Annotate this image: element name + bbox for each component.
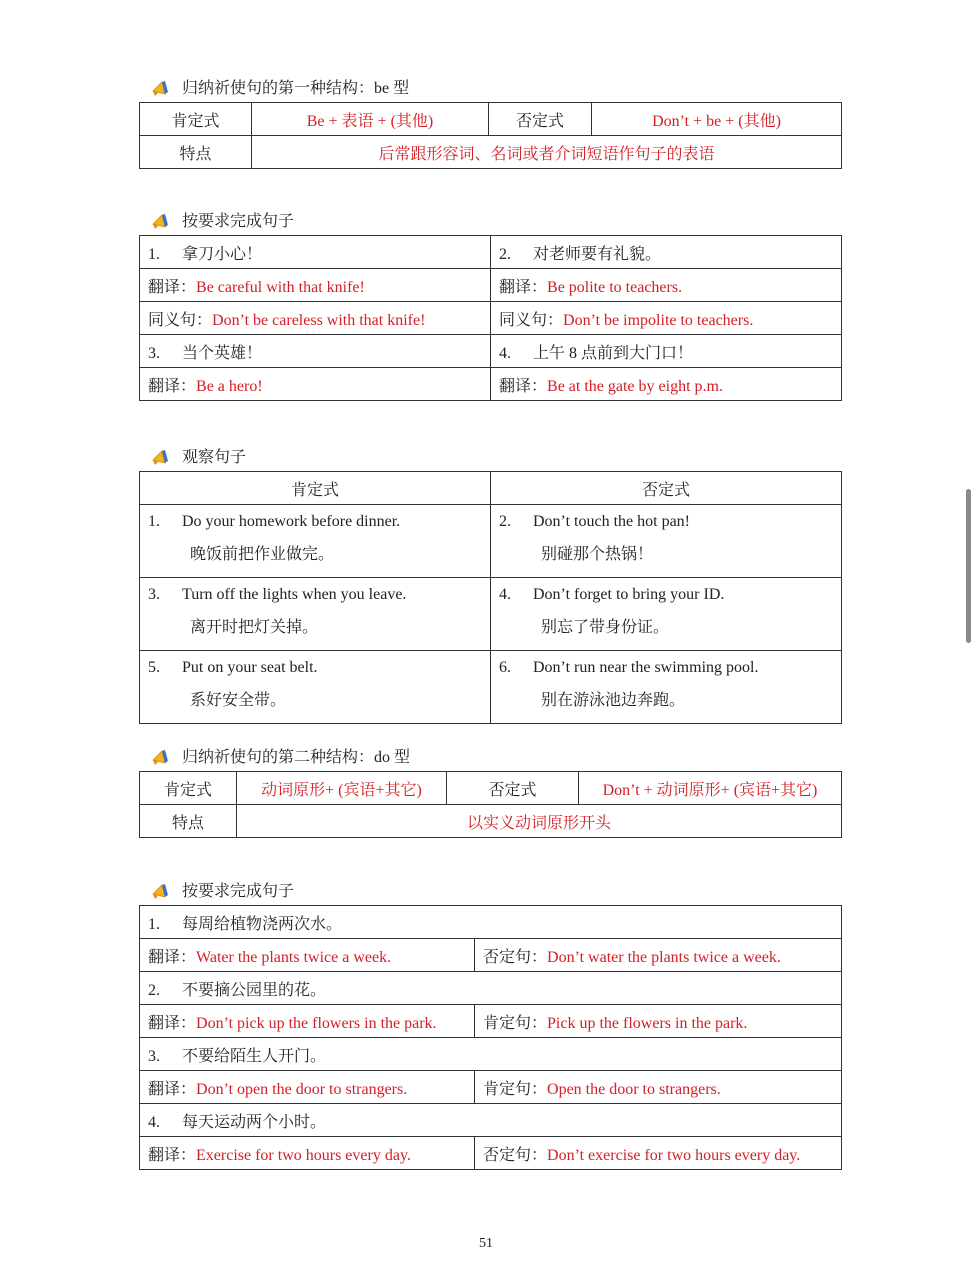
megaphone-icon [149, 445, 173, 469]
negative-value: Don’t + 动词原形+ (宾语+其它) [579, 772, 842, 805]
observe-table [139, 471, 842, 724]
affirmative-value: 动词原形+ (宾语+其它) [237, 772, 447, 805]
question: 2. 不要摘公园里的花。 [140, 972, 842, 1005]
question: 2. 对老师要有礼貌。 [491, 236, 842, 269]
header-affirmative: 肯定式 [140, 472, 491, 505]
section-title: 观察句子 [139, 445, 841, 471]
section-title: 归纳祈使句的第二种结构：do 型 [139, 745, 841, 771]
synonym: 同义句：Don’t be impolite to teachers. [491, 302, 842, 335]
transformation: 否定句：Don’t water the plants twice a week. [475, 939, 842, 972]
section-exercise-2 [139, 879, 841, 1170]
section-do-structure [139, 745, 841, 838]
question: 3. 不要给陌生人开门。 [140, 1038, 842, 1071]
section-title: 按要求完成句子 [139, 209, 841, 235]
page-number: 51 [479, 1236, 493, 1251]
section-title: 归纳祈使句的第一种结构：be 型 [139, 76, 841, 102]
translation: 翻译：Water the plants twice a week. [140, 939, 475, 972]
translation: 翻译：Be polite to teachers. [491, 269, 842, 302]
section-exercise-1 [139, 209, 841, 401]
transformation: 肯定句：Open the door to strangers. [475, 1071, 842, 1104]
translation: 翻译：Don’t open the door to strangers. [140, 1071, 475, 1104]
megaphone-icon [149, 745, 173, 769]
megaphone-icon [149, 76, 173, 100]
negative-label: 否定式 [447, 772, 579, 805]
question: 4. 上午 8 点前到大门口！ [491, 335, 842, 368]
translation: 翻译：Be a hero! [140, 368, 491, 401]
question: 1. 拿刀小心！ [140, 236, 491, 269]
be-structure-table [139, 102, 842, 169]
section-title: 按要求完成句子 [139, 879, 841, 905]
synonym: 同义句：Don’t be careless with that knife! [140, 302, 491, 335]
scrollbar[interactable] [966, 489, 971, 643]
transformation: 否定句：Don’t exercise for two hours every day. [475, 1137, 842, 1170]
header-negative: 否定式 [491, 472, 842, 505]
feature-value: 以实义动词原形开头 [237, 805, 842, 838]
feature-value: 后常跟形容词、名词或者介词短语作句子的表语 [252, 136, 842, 169]
affirmative-label: 肯定式 [140, 772, 237, 805]
example-affirmative: 3. Turn off the lights when you leave. 离开时把灯关掉。 [140, 578, 491, 651]
feature-label: 特点 [140, 136, 252, 169]
feature-label: 特点 [140, 805, 237, 838]
exercise-2-table [139, 905, 842, 1170]
translation: 翻译：Exercise for two hours every day. [140, 1137, 475, 1170]
negative-label: 否定式 [489, 103, 592, 136]
question: 4. 每天运动两个小时。 [140, 1104, 842, 1137]
example-negative: 2. Don’t touch the hot pan! 别碰那个热锅！ [491, 505, 842, 578]
example-negative: 6. Don’t run near the swimming pool. 别在游泳池边奔跑。 [491, 651, 842, 724]
example-negative: 4. Don’t forget to bring your ID. 别忘了带身份证。 [491, 578, 842, 651]
section-be-structure [139, 76, 841, 169]
megaphone-icon [149, 209, 173, 233]
megaphone-icon [149, 879, 173, 903]
affirmative-label: 肯定式 [140, 103, 252, 136]
affirmative-value: Be + 表语 + (其他) [252, 103, 489, 136]
exercise-1-table [139, 235, 842, 401]
example-affirmative: 1. Do your homework before dinner. 晚饭前把作业做完。 [140, 505, 491, 578]
do-structure-table [139, 771, 842, 838]
negative-value: Don’t + be + (其他) [592, 103, 842, 136]
translation: 翻译：Be careful with that knife! [140, 269, 491, 302]
translation: 翻译：Don’t pick up the flowers in the park. [140, 1005, 475, 1038]
section-observe [139, 445, 841, 724]
question: 1. 每周给植物浇两次水。 [140, 906, 842, 939]
example-affirmative: 5. Put on your seat belt. 系好安全带。 [140, 651, 491, 724]
question: 3. 当个英雄！ [140, 335, 491, 368]
transformation: 肯定句：Pick up the flowers in the park. [475, 1005, 842, 1038]
translation: 翻译：Be at the gate by eight p.m. [491, 368, 842, 401]
